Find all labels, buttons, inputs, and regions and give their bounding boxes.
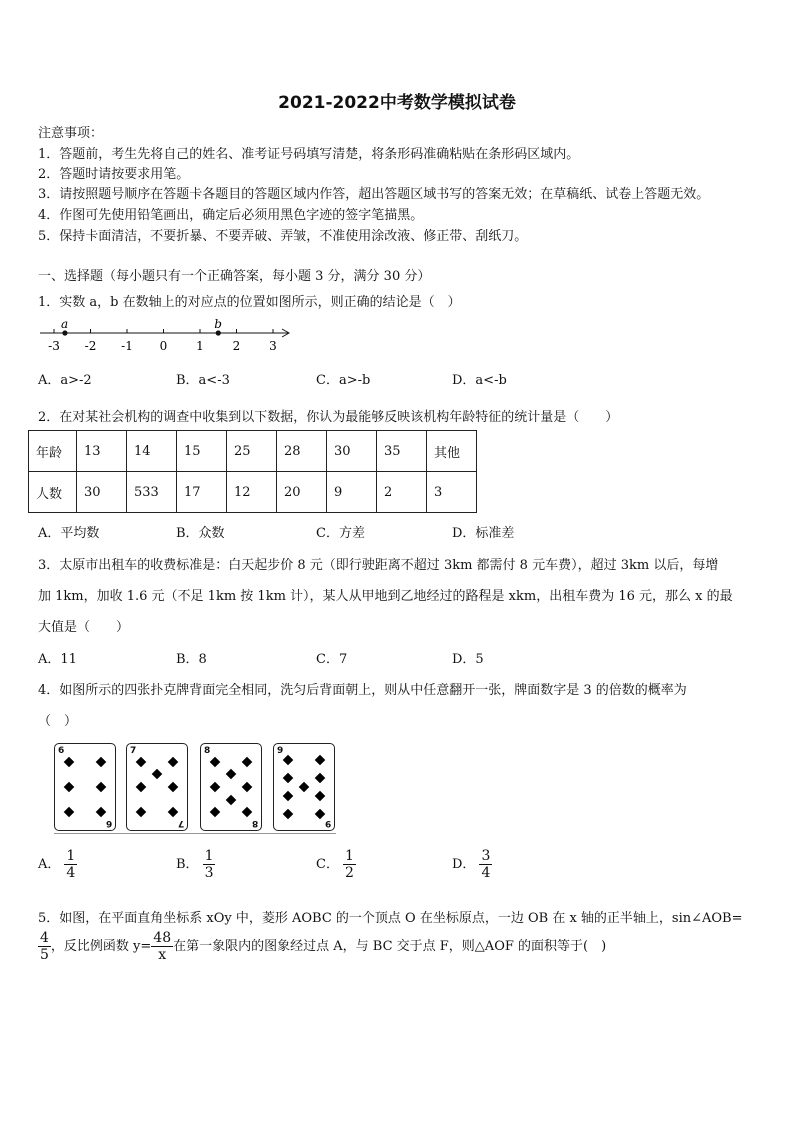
- number-line-tick-label: -2: [84, 339, 97, 353]
- fraction: [479, 848, 492, 881]
- q1-option-a[interactable]: A．a>-2: [38, 373, 92, 388]
- playing-card-7: [126, 743, 188, 831]
- table-cell: 2: [377, 472, 427, 513]
- fraction: [64, 848, 77, 881]
- q4-option-a[interactable]: [38, 848, 77, 881]
- fraction: [343, 848, 356, 881]
- table-cell: 30: [327, 431, 377, 472]
- q1-stem: 1．实数 a，b 在数轴上的对应点的位置如图所示，则正确的结论是（ ）: [38, 295, 461, 310]
- option-letter: B．: [176, 857, 199, 873]
- table-row: [29, 431, 477, 472]
- notes-heading: 注意事项：: [38, 126, 104, 141]
- denominator: 4: [66, 865, 76, 882]
- table-cell: 3: [427, 472, 477, 513]
- table-cell: 533: [127, 472, 177, 513]
- q1-option-d[interactable]: D．a<-b: [452, 373, 507, 388]
- q4-line-1: 4．如图所示的四张扑克牌背面完全相同，洗匀后背面朝上，则从中任意翻开一张，牌面数字是 3 的倍数的概率为: [38, 683, 687, 698]
- cards-baseline: [54, 833, 336, 834]
- q3-line-2: 加 1km，加收 1.6 元（不足 1km 按 1km 计），某人从甲地到乙地经过的路程是 xkm，出租车费为 16 元，那么 x 的最: [38, 589, 733, 604]
- q3-option-d[interactable]: D．5: [452, 652, 484, 667]
- note-item: 5．保持卡面清洁，不要折暴、不要弄破、弄皱，不准使用涂改液、修正带、刮纸刀。: [38, 229, 528, 244]
- fraction: [38, 930, 51, 963]
- page-title: 2021-2022中考数学模拟试卷: [278, 93, 516, 113]
- table-cell: 其他: [427, 431, 477, 472]
- q1-option-c[interactable]: C．a>-b: [316, 373, 371, 388]
- table-cell: 14: [127, 431, 177, 472]
- card-rank: 7: [130, 746, 137, 756]
- number-line-tick-label: 0: [159, 339, 168, 353]
- q4-line-2: （ ）: [38, 714, 78, 729]
- q5-text: 在第一象限内的图象经过点 A，与 BC 交于点 F，则△AOF 的面积等于( ): [173, 939, 607, 955]
- option-letter: A．: [38, 857, 61, 873]
- q5-line-1: 5．如图，在平面直角坐标系 xOy 中，菱形 AOBC 的一个顶点 O 在坐标原点，一边 OB 在 x 轴的正半轴上，sin∠AOB=: [38, 911, 743, 926]
- numerator: 1: [204, 848, 214, 864]
- number-line: [36, 316, 298, 354]
- q3-option-a[interactable]: A．11: [38, 652, 77, 667]
- table-row: [29, 472, 477, 513]
- number-line-tick-label: 2: [232, 339, 241, 353]
- q2-option-d[interactable]: D．标准差: [452, 526, 515, 541]
- q1-option-b[interactable]: B．a<-3: [176, 373, 230, 388]
- table-cell: 25: [227, 431, 277, 472]
- number-line-point: [62, 330, 67, 335]
- number-line-point-label: b: [214, 317, 222, 331]
- denominator: 3: [204, 865, 214, 882]
- number-line-tick-label: -3: [48, 339, 60, 353]
- q4-option-d[interactable]: [452, 848, 492, 881]
- q3-line-3: 大值是（ ）: [38, 620, 130, 635]
- fraction: [151, 930, 173, 963]
- table-cell: 人数: [29, 472, 77, 513]
- card-rank: 7: [177, 818, 184, 828]
- card-rank: 9: [324, 818, 331, 828]
- q5-text: ，反比例函数 y=: [50, 939, 152, 955]
- card-rank: 8: [251, 818, 258, 828]
- option-letter: C．: [316, 857, 339, 873]
- q3-line-1: 3．太原市出租车的收费标准是：白天起步价 8 元（即行驶距离不超过 3km 都需付 8 元车费），超过 3km 以后，每增: [38, 558, 719, 573]
- q2-stem: 2．在对某社会机构的调查中收集到以下数据，你认为最能够反映该机构年龄特征的统计量是（ ）: [38, 410, 619, 425]
- table-cell: 12: [227, 472, 277, 513]
- numerator: 1: [66, 848, 76, 864]
- q3-option-b[interactable]: B．8: [176, 652, 207, 667]
- card-rank: 8: [204, 746, 211, 756]
- numerator: 1: [344, 848, 354, 864]
- table-cell: 9: [327, 472, 377, 513]
- table-cell: 15: [177, 431, 227, 472]
- number-line-tick-label: -1: [121, 339, 133, 353]
- denominator: 5: [40, 947, 49, 964]
- fraction: [203, 848, 216, 881]
- q5-line-2: [38, 930, 606, 963]
- option-letter: D．: [452, 857, 476, 873]
- denominator: x: [158, 947, 167, 964]
- section-heading: 一、选择题（每小题只有一个正确答案，每小题 3 分，满分 30 分）: [38, 269, 431, 284]
- card-rank: 9: [277, 746, 284, 756]
- note-item: 3．请按照题号顺序在答题卡各题目的答题区域内作答，超出答题区域书写的答案无效；在草稿纸、试卷上答题无效。: [38, 187, 710, 202]
- numerator: 3: [481, 848, 491, 864]
- numerator: 48: [153, 930, 172, 946]
- playing-card-6: [54, 743, 116, 831]
- number-line-point: [216, 330, 221, 335]
- numerator: 4: [40, 930, 49, 946]
- table-cell: 13: [77, 431, 127, 472]
- number-line-tick-label: 3: [269, 339, 277, 353]
- table-cell: 28: [277, 431, 327, 472]
- q4-option-c[interactable]: [316, 848, 356, 881]
- playing-card-9: [273, 743, 335, 831]
- age-table: [28, 430, 477, 513]
- note-item: 4．作图可先使用铅笔画出，确定后必须用黑色字迹的签字笔描黑。: [38, 208, 424, 223]
- number-line-point-label: a: [60, 317, 69, 331]
- table-cell: 35: [377, 431, 427, 472]
- table-cell: 20: [277, 472, 327, 513]
- playing-card-8: [200, 743, 262, 831]
- card-rank: 6: [58, 746, 65, 756]
- table-cell: 30: [77, 472, 127, 513]
- table-cell: 年龄: [29, 431, 77, 472]
- q3-option-c[interactable]: C．7: [316, 652, 348, 667]
- q2-option-c[interactable]: C．方差: [316, 526, 365, 541]
- denominator: 4: [481, 865, 491, 882]
- q4-option-b[interactable]: [176, 848, 215, 881]
- table-cell: 17: [177, 472, 227, 513]
- q2-option-a[interactable]: A．平均数: [38, 526, 100, 541]
- denominator: 2: [344, 865, 354, 882]
- number-line-tick-label: 1: [196, 339, 204, 353]
- note-item: 2．答题时请按要求用笔。: [38, 167, 190, 182]
- card-rank: 6: [105, 818, 112, 828]
- q2-option-b[interactable]: B．众数: [176, 526, 225, 541]
- note-item: 1．答题前，考生先将自己的姓名、准考证号码填写清楚，将条形码准确粘贴在条形码区域内。: [38, 147, 580, 162]
